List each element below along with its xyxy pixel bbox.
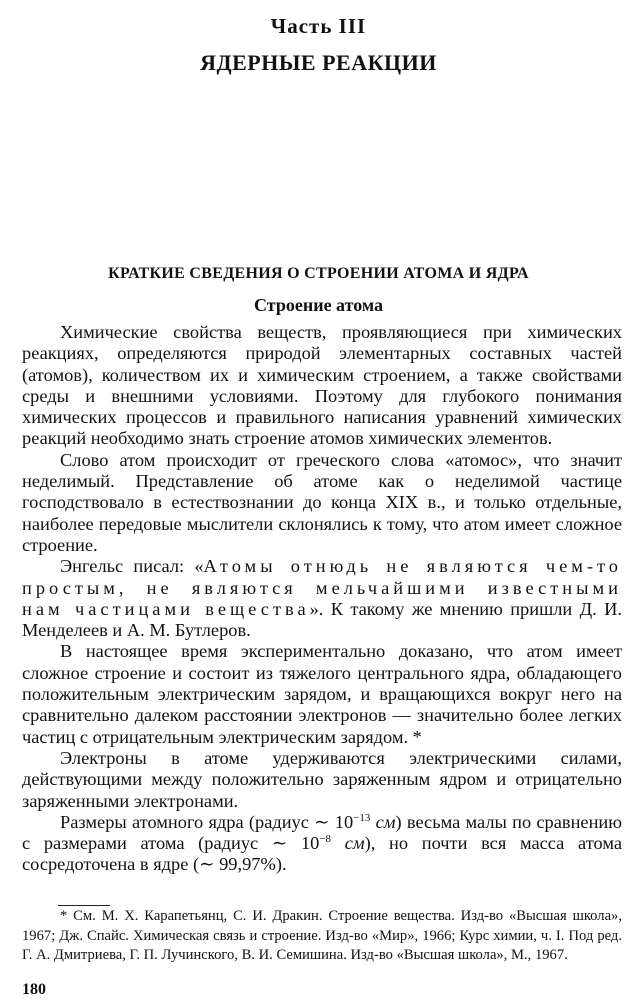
part-label: Часть III xyxy=(270,14,367,38)
p6-text-1: Размеры атомного ядра (радиус ∼ 10 xyxy=(60,811,354,832)
exponent-nucleus: −13 xyxy=(353,811,371,824)
engels-quote: Атомы отнюдь не являются чем-то простым, не являются мельчайшими известными нам частицами вещества xyxy=(22,556,622,619)
paragraph-6 xyxy=(22,812,622,876)
unit-cm-1: см xyxy=(370,811,396,832)
part-title: ЯДЕРНЫЕ РЕАКЦИИ xyxy=(200,50,437,75)
page-number: 180 xyxy=(22,981,46,998)
unit-cm-2: см xyxy=(331,833,365,854)
p6-text-3: ), но почти вся масса атома сосредоточена в ядре (∼ 99,97%). xyxy=(22,833,623,875)
paragraph-4: В настоящее время экспериментально доказано, что атом имеет сложное строение и состоит из тяжелого центрального ядра, обладающего положительным электрическим зарядом, и вращающихся вокруг него на сравнительно далеком расстоянии электронов — значительно более легких частиц с отрицательным электрическим зарядом. * xyxy=(22,641,622,747)
footnote-divider xyxy=(58,905,110,906)
quote-intro: Энгельс писал: « xyxy=(60,556,204,577)
paragraph-2: Слово атом происходит от греческого слова «атомос», что значит неделимый. Представление об атоме как о неделимой частице господствовало в естествознании до конца XIX в., и только отдельные, наиболее передовые мыслители склонялись к тому, что атом имеет сложное строение. xyxy=(22,449,622,555)
paragraph-5: Электроны в атоме удерживаются электрическими силами, действующими между положительно заряженным ядром и отрицательно заряженными электронами. xyxy=(22,747,622,811)
footnote: * См. М. Х. Карапетьянц, С. И. Дракин. Строение вещества. Изд-во «Высшая школа», 1967; Дж. Спайс. Химическая связь и строение. Изд-во «Мир», 1966; Курс химии, ч. I. Под ред. Г. А. Дмитриева, Г. П. Лучинского, В. И. Семишина. Изд-во «Высшая школа», М., 1967. xyxy=(22,908,622,963)
p6-text-2: ) весьма малы по сравнению с размерами атома (радиус ∼ 10 xyxy=(22,811,622,854)
paragraph-1: Химические свойства веществ, проявляющиеся при химических реакциях, определяются природой элементарных составных частей (атомов), количеством их и химическим строением, а также свойствами среды и внешними условиями. Поэтому для глубокого понимания химических процессов и правильного написания уравнений химических реакций необходимо знать строение атомов химических элементов. xyxy=(22,322,622,449)
quote-outro: ». К такому же мнению пришли Д. И. Менделеев и А. М. Бутлеров. xyxy=(22,598,622,641)
body-text xyxy=(22,322,622,876)
section-title: Строение атома xyxy=(254,295,383,315)
exponent-atom: −8 xyxy=(319,833,332,845)
chapter-title: КРАТКИЕ СВЕДЕНИЯ О СТРОЕНИИ АТОМА И ЯДРА xyxy=(108,265,529,282)
paragraph-3 xyxy=(22,556,622,641)
